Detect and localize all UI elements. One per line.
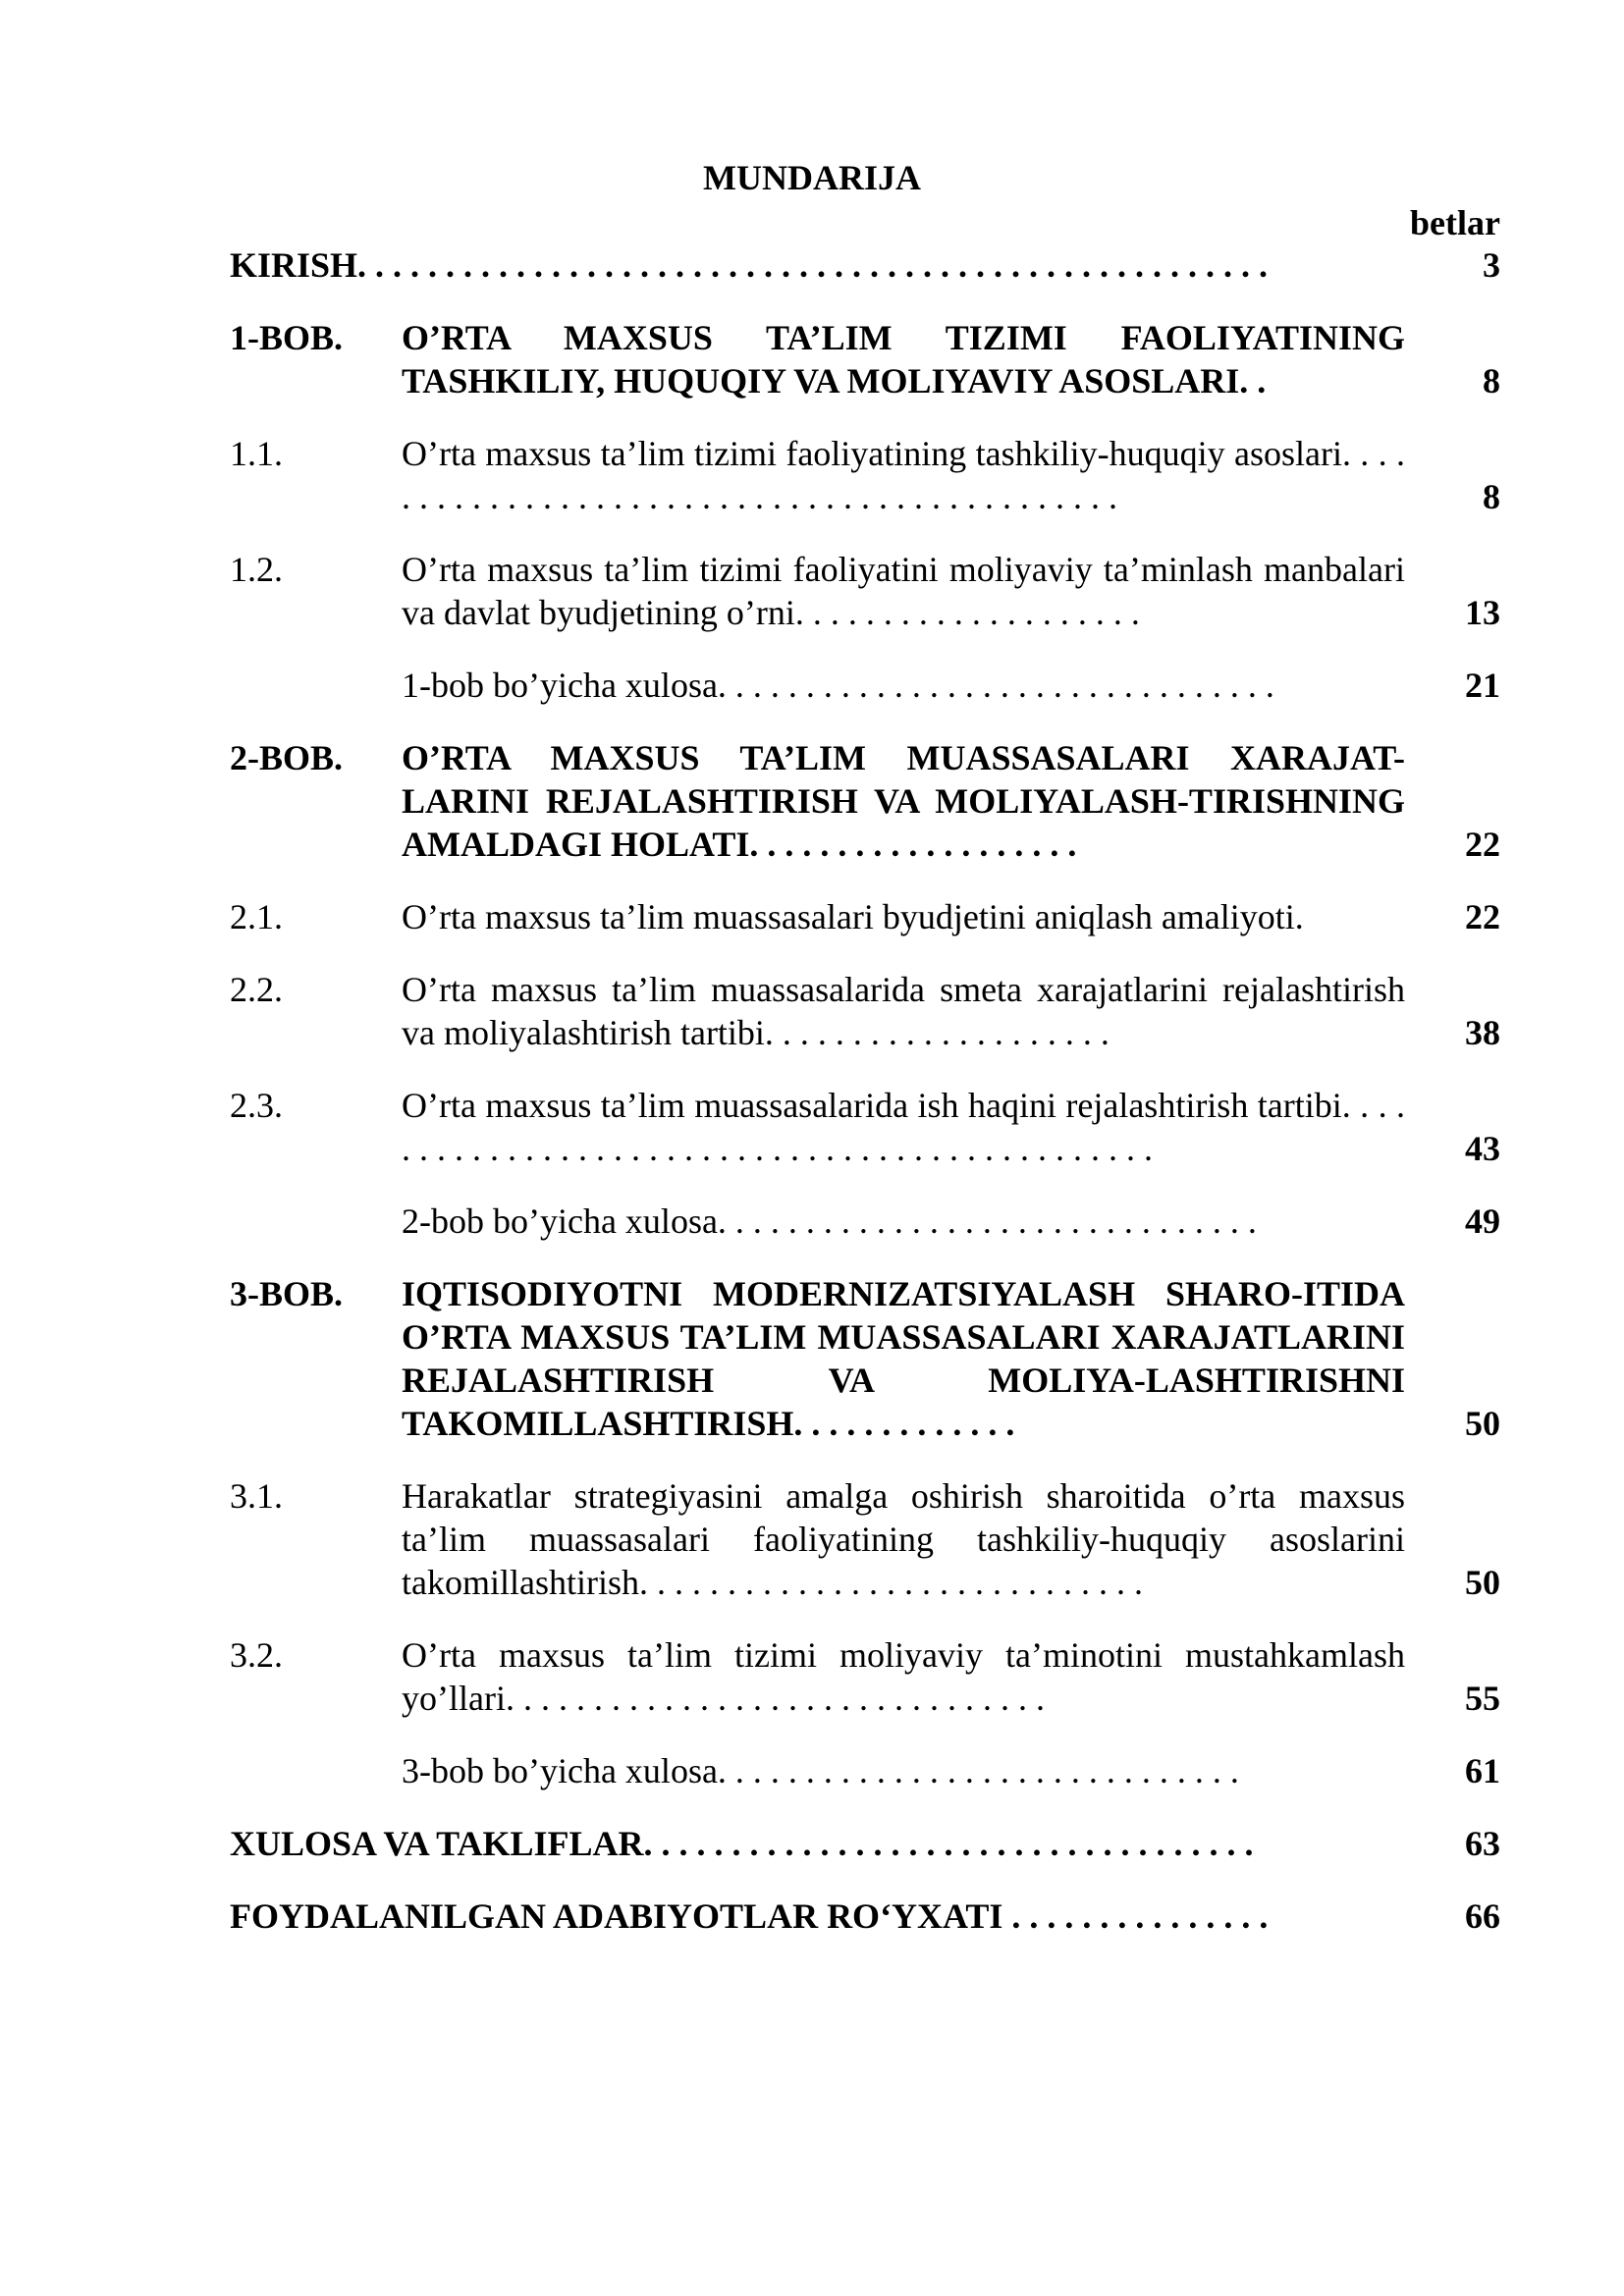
toc-entry-section-1-2[interactable] — [230, 548, 1500, 634]
toc-entry-page: 8 — [1483, 361, 1500, 400]
toc-entry-intro[interactable] — [230, 243, 1500, 287]
toc-entry-summary-3[interactable] — [230, 1749, 1500, 1792]
toc-entry-number: 2.2. — [230, 970, 283, 1009]
toc-entry-page: 49 — [1465, 1201, 1500, 1241]
toc-entry-text: 1-bob bo’yicha xulosa. . . . . . . . . . . . . . . . . . . . . . . . . . . . . . . . — [402, 666, 1274, 705]
toc-entry-page: 3 — [1483, 245, 1500, 285]
table-of-contents — [230, 243, 1500, 1938]
toc-entry-page: 13 — [1465, 593, 1500, 632]
toc-entry-text: KIRISH. . . . . . . . . . . . . . . . . . . . . . . . . . . . . . . . . . . . . . . . . . . . . . . . . . . . — [230, 245, 1269, 285]
toc-entry-text: O’RTA MAXSUS TA’LIM MUASSASALARI XARAJAT-LARINI REJALASHTIRISH VA MOLIYALASH-TIRISHNING AMALDAGI HOLATI. . . . . . . . . . . . . . . . . . . — [402, 738, 1405, 864]
toc-entry-page: 50 — [1465, 1563, 1500, 1602]
toc-entry-summary-1[interactable] — [230, 664, 1500, 707]
toc-entry-summary-2[interactable] — [230, 1200, 1500, 1243]
toc-entry-chapter-3[interactable] — [230, 1272, 1500, 1445]
toc-entry-section-3-2[interactable] — [230, 1633, 1500, 1720]
toc-entry-page: 22 — [1465, 897, 1500, 936]
toc-entry-text: XULOSA VA TAKLIFLAR. . . . . . . . . . . . . . . . . . . . . . . . . . . . . . . . . . . — [230, 1824, 1254, 1863]
toc-entry-page: 61 — [1465, 1751, 1500, 1790]
toc-entry-text: O’RTA MAXSUS TA’LIM TIZIMI FAOLIYATINING TASHKILIY, HUQUQIY VA MOLIYAVIY ASOSLARI. . — [402, 318, 1405, 400]
toc-entry-text: O’rta maxsus ta’lim tizimi moliyaviy ta’minotini mustahkamlash yo’llari. . . . . . . . . . . . . . . . . . . . . . . . . . . . . . . — [402, 1635, 1405, 1718]
toc-entry-text: IQTISODIYOTNI MODERNIZATSIYALASH SHARO-ITIDA O’RTA MAXSUS TA’LIM MUASSASALARI XARAJATLARINI REJALASHTIRISH VA MOLIYA-LASHTIRISHNI TAKOMILLASHTIRISH. . . . . . . . . . . . . — [402, 1274, 1405, 1443]
toc-entry-conclusions[interactable] — [230, 1822, 1500, 1865]
page-title: MUNDARIJA — [703, 158, 921, 197]
toc-entry-text: 2-bob bo’yicha xulosa. . . . . . . . . . . . . . . . . . . . . . . . . . . . . . . — [402, 1201, 1257, 1241]
toc-entry-section-3-1[interactable] — [230, 1474, 1500, 1604]
toc-entry-chapter-2[interactable] — [230, 736, 1500, 866]
toc-entry-section-2-1[interactable] — [230, 895, 1500, 938]
toc-entry-text: FOYDALANILGAN ADABIYOTLAR RO‘YXATI . . . . . . . . . . . . . . . — [230, 1896, 1269, 1936]
toc-entry-number: 3.2. — [230, 1635, 283, 1675]
toc-entry-number: 2-BOB. — [230, 738, 344, 777]
toc-entry-number: 1.1. — [230, 434, 283, 473]
toc-entry-section-1-1[interactable] — [230, 432, 1500, 518]
toc-entry-text: O’rta maxsus ta’lim tizimi faoliyatining tashkiliy-huquqiy asoslari. . . . . . . . . . . . . . . . . . . . . . . . . . . . . . . . . . . . . . . . . . . . . — [402, 434, 1405, 516]
toc-entry-page: 43 — [1465, 1129, 1500, 1168]
toc-entry-page: 22 — [1465, 825, 1500, 864]
toc-entry-number: 1-BOB. — [230, 318, 344, 357]
toc-entry-number: 2.1. — [230, 897, 283, 936]
toc-entry-page: 8 — [1483, 477, 1500, 516]
toc-entry-text: O’rta maxsus ta’lim muassasalarida ish haqini rejalashtirish tartibi. . . . . . . . . . . . . . . . . . . . . . . . . . . . . . . . . . . . . . . . . . . . . . . — [402, 1086, 1405, 1168]
toc-entry-text: O’rta maxsus ta’lim tizimi faoliyatini moliyaviy ta’minlash manbalari va davlat byudjetining o’rni. . . . . . . . . . . . . . . . . . . . — [402, 550, 1405, 632]
toc-entry-page: 38 — [1465, 1013, 1500, 1052]
toc-entry-number: 1.2. — [230, 550, 283, 589]
toc-entry-text: Harakatlar strategiyasini amalga oshirish sharoitida o’rta maxsus ta’lim muassasalari faoliyatining tashkiliy-huquqiy asoslarini takomillashtirish. . . . . . . . . . . . . . . . . . . . . . . . . . . . . — [402, 1476, 1405, 1602]
toc-entry-number: 2.3. — [230, 1086, 283, 1125]
toc-entry-page: 63 — [1465, 1824, 1500, 1863]
toc-entry-text: 3-bob bo’yicha xulosa. . . . . . . . . . . . . . . . . . . . . . . . . . . . . . — [402, 1751, 1239, 1790]
toc-entry-number: 3-BOB. — [230, 1274, 344, 1313]
toc-entry-references[interactable] — [230, 1895, 1500, 1938]
toc-entry-section-2-3[interactable] — [230, 1084, 1500, 1170]
toc-entry-number: 3.1. — [230, 1476, 283, 1516]
toc-entry-section-2-2[interactable] — [230, 968, 1500, 1054]
toc-entry-chapter-1[interactable] — [230, 316, 1500, 402]
toc-entry-page: 66 — [1465, 1896, 1500, 1936]
toc-entry-page: 55 — [1465, 1679, 1500, 1718]
toc-entry-page: 50 — [1465, 1404, 1500, 1443]
toc-entry-text: O’rta maxsus ta’lim muassasalari byudjetini aniqlash amaliyoti. — [402, 897, 1304, 936]
toc-entry-text: O’rta maxsus ta’lim muassasalarida smeta xarajatlarini rejalashtirish va moliyalashtirish tartibi. . . . . . . . . . . . . . . . . . . . — [402, 970, 1405, 1052]
toc-entry-page: 21 — [1465, 666, 1500, 705]
pages-column-label: betlar — [1410, 203, 1500, 242]
